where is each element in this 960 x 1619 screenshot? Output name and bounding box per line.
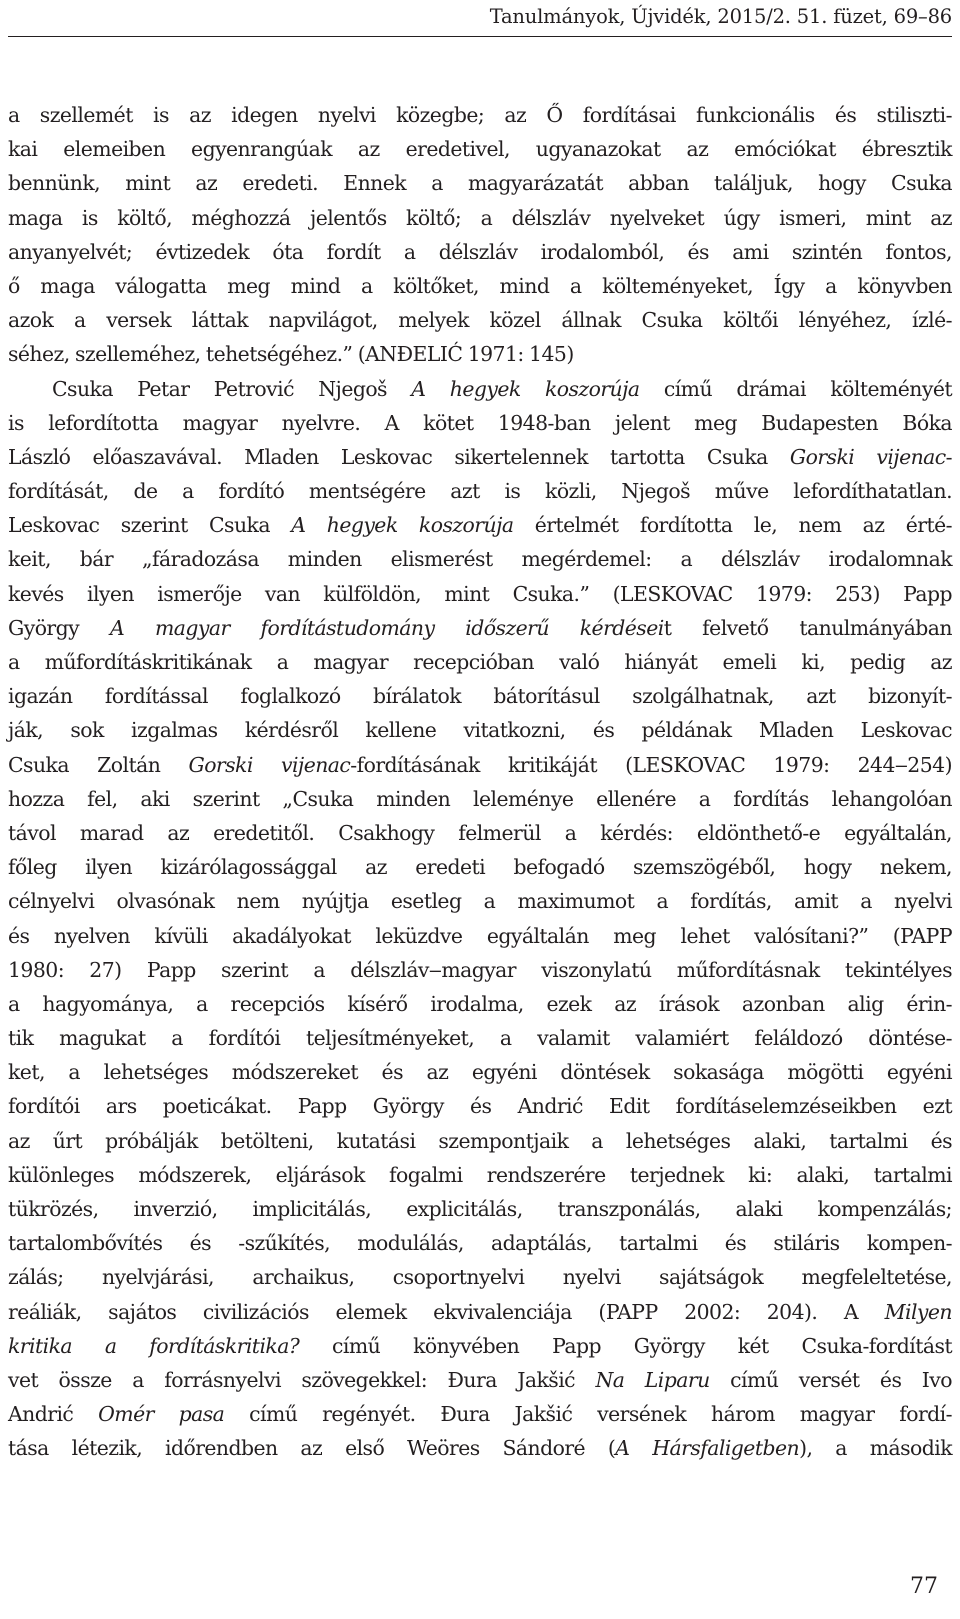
text-run: a műfordításkritikának a magyar recepcióban való hiányát emeli ki, pedig az [8, 650, 952, 674]
text-line [8, 406, 952, 440]
text-run: igazán fordítással foglalkozó bírálatok bátorításul szolgálhatnak, azt bizonyít- [8, 684, 952, 709]
text-line [8, 713, 952, 747]
text-line [8, 474, 952, 508]
italic-text: kritika a fordításkritika? [8, 1333, 300, 1358]
text-run: tik magukat a fordítói teljesítményeket, a valamit valamiért feláldozó döntése- [8, 1026, 952, 1051]
text-run: című regényét. Đura Jakšić versének három magyar fordí- [224, 1402, 952, 1427]
text-run: Csuka Petar Petrović Njegoš [52, 376, 412, 401]
text-line [8, 577, 952, 611]
italic-text: Gorski vijenac [789, 444, 946, 469]
text-line [8, 953, 952, 987]
text-line [8, 98, 952, 132]
text-line [8, 269, 952, 303]
italic-text: A magyar fordítástudomány időszerű kérdései [109, 615, 664, 640]
text-run: ő maga válogatta meg mind a költőket, mind a költeményeket, Így a könyvben [8, 273, 952, 298]
text-line [8, 1021, 952, 1055]
text-line [8, 748, 952, 782]
text-run: maga is költő, méghozzá jelentős költő; a délszláv nyelveket úgy ismeri, mint az [8, 205, 952, 230]
text-run: zálás; nyelvjárási, archaikus, csoportnyelvi nyelvi sajátságok megfeleltetése, [8, 1265, 952, 1290]
text-run: a hagyománya, a recepciós kísérő irodalma, ezek az írások azonban alig érin- [8, 991, 952, 1016]
italic-text: Omér pasa [98, 1402, 225, 1427]
text-run: Leskovac szerint Csuka [8, 513, 292, 538]
text-run: kai elemeiben egyenrangúak az eredetivel, ugyanazokat az emóciókat ébresztik [8, 137, 952, 162]
text-run: György [8, 615, 110, 640]
text-run: tása létezik, időrendben az első Weöres Sándoré ( [8, 1436, 616, 1461]
text-run: keit, bár „fáradozása minden elismerést megérdemel: a délszláv irodalomnak [8, 547, 952, 572]
text-line [8, 1055, 952, 1089]
body-text [8, 98, 952, 1466]
text-line [8, 508, 952, 542]
text-line [8, 1329, 952, 1363]
text-run: főleg ilyen kizárólagossággal az eredeti befogadó szemszögéből, hogy nekem, [8, 855, 952, 880]
text-line [8, 816, 952, 850]
text-run: ), a második [799, 1436, 953, 1461]
text-run: értelmét fordította le, nem az érté- [513, 513, 952, 538]
text-line [8, 1226, 952, 1260]
italic-text: Na Liparu [595, 1367, 710, 1392]
text-line [8, 303, 952, 337]
text-run: -fordításának kritikáját (LESKOVAC 1979: 244‒254) [350, 752, 952, 777]
text-line [8, 611, 952, 645]
running-head: Tanulmányok, Újvidék, 2015/2. 51. füzet, 69–86 [489, 5, 952, 28]
text-line [8, 679, 952, 713]
text-line [8, 645, 952, 679]
text-line [8, 132, 952, 166]
text-run: ják, sok izgalmas kérdésről kellene vitatkozni, és példának Mladen Leskovac [8, 718, 952, 743]
paragraph [8, 98, 952, 372]
text-run: és nyelven kívüli akadályokat leküzdve egyáltalán meg lehet valósítani?” (PAPP [8, 923, 952, 948]
text-run: azok a versek láttak napvilágot, melyek közel állnak Csuka költői lényéhez, ízlé- [8, 308, 952, 333]
text-run: - [945, 444, 952, 469]
text-run: ket, a lehetséges módszereket és az egyéni döntések sokasága mögötti egyéni [8, 1060, 952, 1085]
text-run: hozza fel, aki szerint „Csuka minden leleménye ellenére a fordítás lehangolóan [8, 786, 952, 811]
text-run: fordítását, de a fordító mentségére azt is közli, Njegoš műve lefordíthatatlan. [8, 479, 952, 504]
text-line [8, 337, 952, 371]
text-run: tükrözés, inverzió, implicitálás, explicitálás, transzponálás, alaki kompenzálás; [8, 1197, 952, 1221]
text-line [8, 1089, 952, 1123]
text-run: reáliák, sajátos civilizációs elemek ekvivalenciája (PAPP 2002: 204). A [8, 1299, 885, 1324]
text-run: fordítói ars poeticákat. Papp György és Andrić Edit fordításelemzéseikben ezt [8, 1094, 952, 1119]
text-line [8, 919, 952, 953]
text-line [8, 542, 952, 576]
text-line [8, 850, 952, 884]
text-line [8, 782, 952, 816]
text-line [8, 166, 952, 200]
text-run: Andrić [8, 1402, 99, 1427]
italic-text: Milyen [884, 1299, 952, 1324]
text-line [8, 201, 952, 235]
italic-text: A Hársfaligetben [615, 1436, 800, 1461]
text-run: célnyelvi olvasónak nem nyújtja esetleg a maximumot a fordítás, amit a nyelvi [8, 889, 952, 914]
text-run: a szellemét is az idegen nyelvi közegbe; az Ő fordításai funkcionális és stiliszti- [8, 103, 952, 127]
text-run: távol marad az eredetitől. Csakhogy felmerül a kérdés: eldönthető-e egyáltalán, [8, 820, 952, 845]
text-line [8, 1397, 952, 1431]
text-line [8, 235, 952, 269]
text-line [8, 1158, 952, 1192]
text-run: az űrt próbálják betölteni, kutatási szempontjaik a lehetséges alaki, tartalmi és [8, 1128, 952, 1153]
text-line [8, 372, 952, 406]
text-line [8, 1295, 952, 1329]
text-run: t felvető tanulmányában [663, 615, 952, 640]
page-number: 77 [910, 1574, 938, 1599]
text-line [8, 440, 952, 474]
text-run: vet össze a forrásnyelvi szövegekkel: Đura Jakšić [8, 1367, 596, 1392]
text-run: című versét és Ivo [709, 1367, 952, 1392]
text-run: bennünk, mint az eredeti. Ennek a magyarázatát abban találjuk, hogy Csuka [8, 171, 952, 196]
text-run: séhez, szelleméhez, tehetségéhez.” (ANĐELIĆ 1971: 145) [8, 342, 574, 367]
text-run: 1980: 27) Papp szerint a délszláv‒magyar viszonylatú műfordításnak tekintélyes [8, 957, 952, 982]
text-line [8, 1192, 952, 1226]
text-run: című drámai költeményét [639, 376, 952, 401]
text-line [8, 1431, 952, 1465]
italic-text: A hegyek koszorúja [291, 513, 514, 538]
text-line [8, 1260, 952, 1294]
text-line [8, 1363, 952, 1397]
text-run: különleges módszerek, eljárások fogalmi rendszerére terjednek ki: alaki, tartalmi [8, 1162, 952, 1187]
text-run: című könyvében Papp György két Csuka-fordítást [299, 1333, 952, 1358]
paragraph [8, 372, 952, 1466]
text-run: anyanyelvét; évtizedek óta fordít a délszláv irodalomból, és ami szintén fontos, [8, 239, 952, 264]
text-run: tartalombővítés és -szűkítés, modulálás, adaptálás, tartalmi és stiláris kompen- [8, 1231, 952, 1256]
text-run: is lefordította magyar nyelvre. A kötet 1948-ban jelent meg Budapesten Bóka [8, 410, 952, 435]
italic-text: Gorski vijenac [188, 752, 351, 777]
text-line [8, 1124, 952, 1158]
text-line [8, 987, 952, 1021]
header-rule [8, 36, 952, 37]
text-run: Csuka Zoltán [8, 752, 189, 777]
text-line [8, 884, 952, 918]
italic-text: A hegyek koszorúja [411, 376, 640, 401]
text-run: László előaszavával. Mladen Leskovac sikertelennek tartotta Csuka [8, 444, 790, 469]
text-run: kevés ilyen ismerője van külföldön, mint Csuka.” (LESKOVAC 1979: 253) Papp [8, 581, 952, 606]
